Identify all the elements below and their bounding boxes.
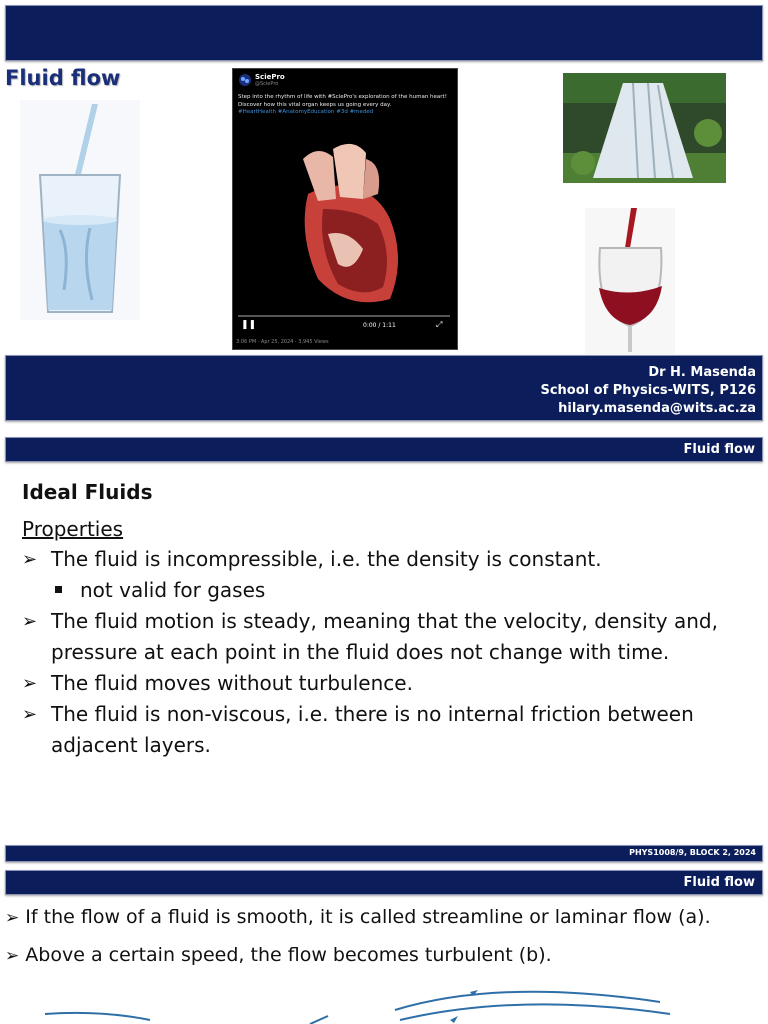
- square-bullet-icon: [55, 586, 62, 593]
- tweet-hashtags[interactable]: #HeartHealth #AnatomyEducation #3d #meded: [238, 109, 374, 115]
- arrowhead-bullet-icon: ➢: [5, 908, 20, 928]
- wine-glass-image: [585, 208, 675, 354]
- slide1-title: Fluid flow: [5, 66, 121, 90]
- list-item: not valid for gases: [22, 575, 722, 606]
- slide3-header-title: Fluid flow: [683, 875, 755, 890]
- slide2-subheading: Properties: [22, 517, 124, 541]
- slide2-header: [5, 437, 763, 462]
- tweet-handle[interactable]: @SciePro: [255, 81, 279, 87]
- slide1-top-banner: [5, 5, 763, 61]
- video-time: 0:00 / 1:11: [363, 322, 396, 329]
- laminar-streamline: [45, 1013, 150, 1020]
- tweet-account[interactable]: SciePro: [255, 73, 285, 81]
- slide2-bullet-list: [22, 544, 722, 761]
- slide2-header-title: Fluid flow: [683, 442, 755, 457]
- course-footer: PHYS1008/9, BLOCK 2, 2024: [629, 848, 756, 857]
- tweet-footer: 3:06 PM · Apr 25, 2024 · 3,945 Views: [236, 339, 329, 345]
- waterfall-image: [563, 73, 726, 183]
- author-affiliation: School of Physics-WITS, P126: [540, 383, 756, 398]
- fullscreen-icon[interactable]: ⤢: [436, 320, 443, 329]
- slide2-footer: [5, 845, 763, 862]
- arrowhead-bullet-icon: ➢: [22, 704, 38, 725]
- arrowhead-icon: [450, 1016, 458, 1023]
- tweet-text: Step into the rhythm of life with #SciePro's exploration of the human heart! Discover how this vital organ keeps us going every day.: [238, 94, 447, 108]
- heart-anatomy-image: [278, 139, 408, 314]
- list-item: ➢ If the flow of a fluid is smooth, it is called streamline or laminar flow (a).: [5, 906, 711, 928]
- slide2-heading: Ideal Fluids: [22, 480, 153, 504]
- video-progress-bar[interactable]: [238, 315, 450, 317]
- list-item: ➢ Above a certain speed, the flow becomes turbulent (b).: [5, 944, 552, 966]
- slide3-header: [5, 870, 763, 895]
- list-item: ➢ The fluid is incompressible, i.e. the density is constant.: [22, 544, 722, 575]
- tweet-card[interactable]: [232, 68, 458, 350]
- scie-logo-icon: [238, 73, 252, 87]
- pause-icon[interactable]: ❚❚: [241, 320, 257, 330]
- author-name: Dr H. Masenda: [648, 365, 756, 380]
- author-email[interactable]: hilary.masenda@wits.ac.za: [558, 401, 756, 416]
- arrowhead-bullet-icon: ➢: [22, 549, 38, 570]
- arrowhead-bullet-icon: ➢: [22, 673, 38, 694]
- arrowhead-bullet-icon: ➢: [22, 611, 38, 632]
- list-item: ➢ The fluid is non-viscous, i.e. there is no internal friction between adjacent layers.: [22, 699, 722, 761]
- arrowhead-bullet-icon: ➢: [5, 946, 20, 966]
- flow-diagram: [0, 980, 768, 1024]
- turbulent-streamline: [400, 1004, 670, 1020]
- list-item: ➢ The fluid moves without turbulence.: [22, 668, 722, 699]
- list-item: ➢ The fluid motion is steady, meaning that the velocity, density and, pressure at each point in the fluid does not change with time.: [22, 606, 722, 668]
- slide1-author-banner: [5, 355, 763, 421]
- laminar-streamline: [310, 1016, 328, 1024]
- water-glass-image: [20, 100, 140, 320]
